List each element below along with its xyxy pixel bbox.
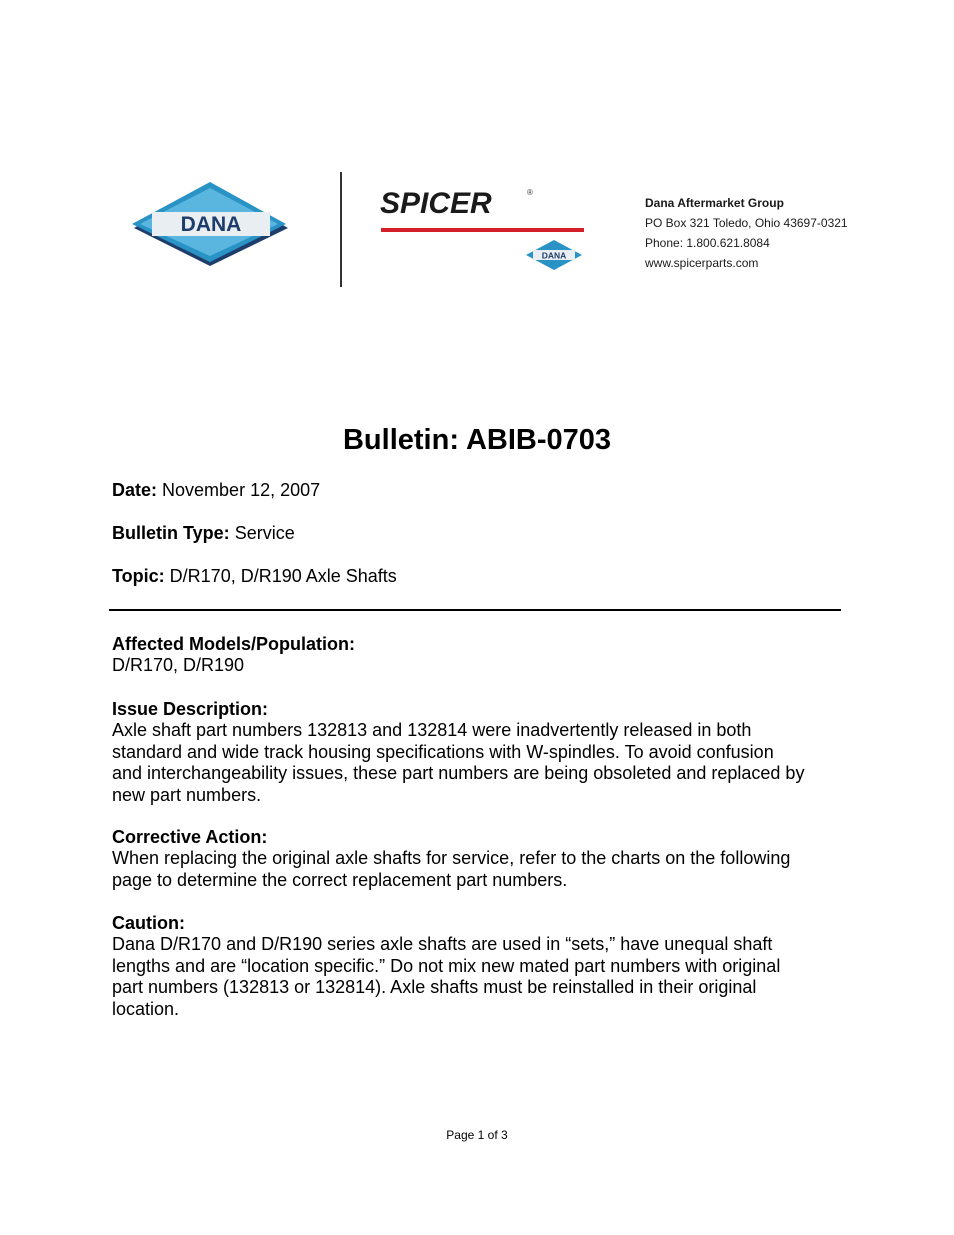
- topic-label: Topic:: [112, 566, 165, 586]
- address-company: Dana Aftermarket Group: [645, 196, 784, 210]
- caution-line: lengths and are “location specific.” Do not mix new mated part numbers with original: [112, 955, 781, 976]
- spicer-dana-small-text: DANA: [541, 250, 567, 261]
- corrective-body: [112, 848, 852, 891]
- dana-logo: [130, 180, 290, 270]
- date-label: Date:: [112, 480, 158, 500]
- corrective-heading: Corrective Action:: [112, 827, 268, 847]
- type-label: Bulletin Type:: [112, 523, 230, 543]
- affected-heading: Affected Models/Population:: [112, 634, 355, 654]
- address-website: www.spicerparts.com: [645, 256, 759, 270]
- page-number: Page 1 of 3: [446, 1128, 508, 1142]
- issue-line: and interchangeability issues, these part numbers are being obsoleted and replaced by: [112, 763, 805, 783]
- corrective-line: When replacing the original axle shafts for service, refer to the charts on the following: [112, 848, 791, 868]
- spicer-registered-mark: ®: [527, 188, 533, 197]
- type-value: Service: [234, 523, 295, 543]
- dana-logo-text: DANA: [180, 213, 242, 236]
- bulletin-title: Bulletin: ABIB-0703: [342, 424, 612, 456]
- corrective-line: page to determine the correct replacement part numbers.: [112, 869, 568, 890]
- letterhead-divider: [340, 172, 342, 287]
- meta-topic: [112, 565, 397, 587]
- issue-body: [112, 720, 852, 806]
- meta-bulletin-type: [112, 522, 295, 544]
- issue-heading: Issue Description:: [112, 699, 269, 719]
- address-po-box: PO Box 321 Toledo, Ohio 43697-0321: [645, 216, 848, 230]
- issue-line: Axle shaft part numbers 132813 and 132814 were inadvertently released in both: [112, 720, 752, 740]
- issue-line: new part numbers.: [112, 784, 262, 805]
- spicer-red-rule: [381, 228, 584, 232]
- caution-body: [112, 934, 852, 1020]
- address-block: [645, 193, 848, 273]
- topic-value: D/R170, D/R190 Axle Shafts: [169, 566, 397, 586]
- address-phone: Phone: 1.800.621.8084: [645, 236, 770, 250]
- caution-heading: Caution:: [112, 913, 185, 933]
- meta-date: [112, 479, 320, 501]
- caution-line: location.: [112, 998, 180, 1019]
- caution-line: part numbers (132813 or 132814). Axle shafts must be reinstalled in their original: [112, 977, 757, 997]
- spicer-brand: SPICER: [380, 187, 492, 220]
- affected-body: [112, 655, 852, 677]
- horizontal-rule: [109, 609, 841, 611]
- spicer-dana-small-logo: [524, 238, 584, 272]
- caution-line: Dana D/R170 and D/R190 series axle shafts are used in “sets,” have unequal shaft: [112, 934, 773, 954]
- date-value: November 12, 2007: [162, 480, 321, 500]
- affected-line: D/R170, D/R190: [112, 655, 245, 675]
- issue-line: standard and wide track housing specifications with W-spindles. To avoid confusion: [112, 741, 774, 762]
